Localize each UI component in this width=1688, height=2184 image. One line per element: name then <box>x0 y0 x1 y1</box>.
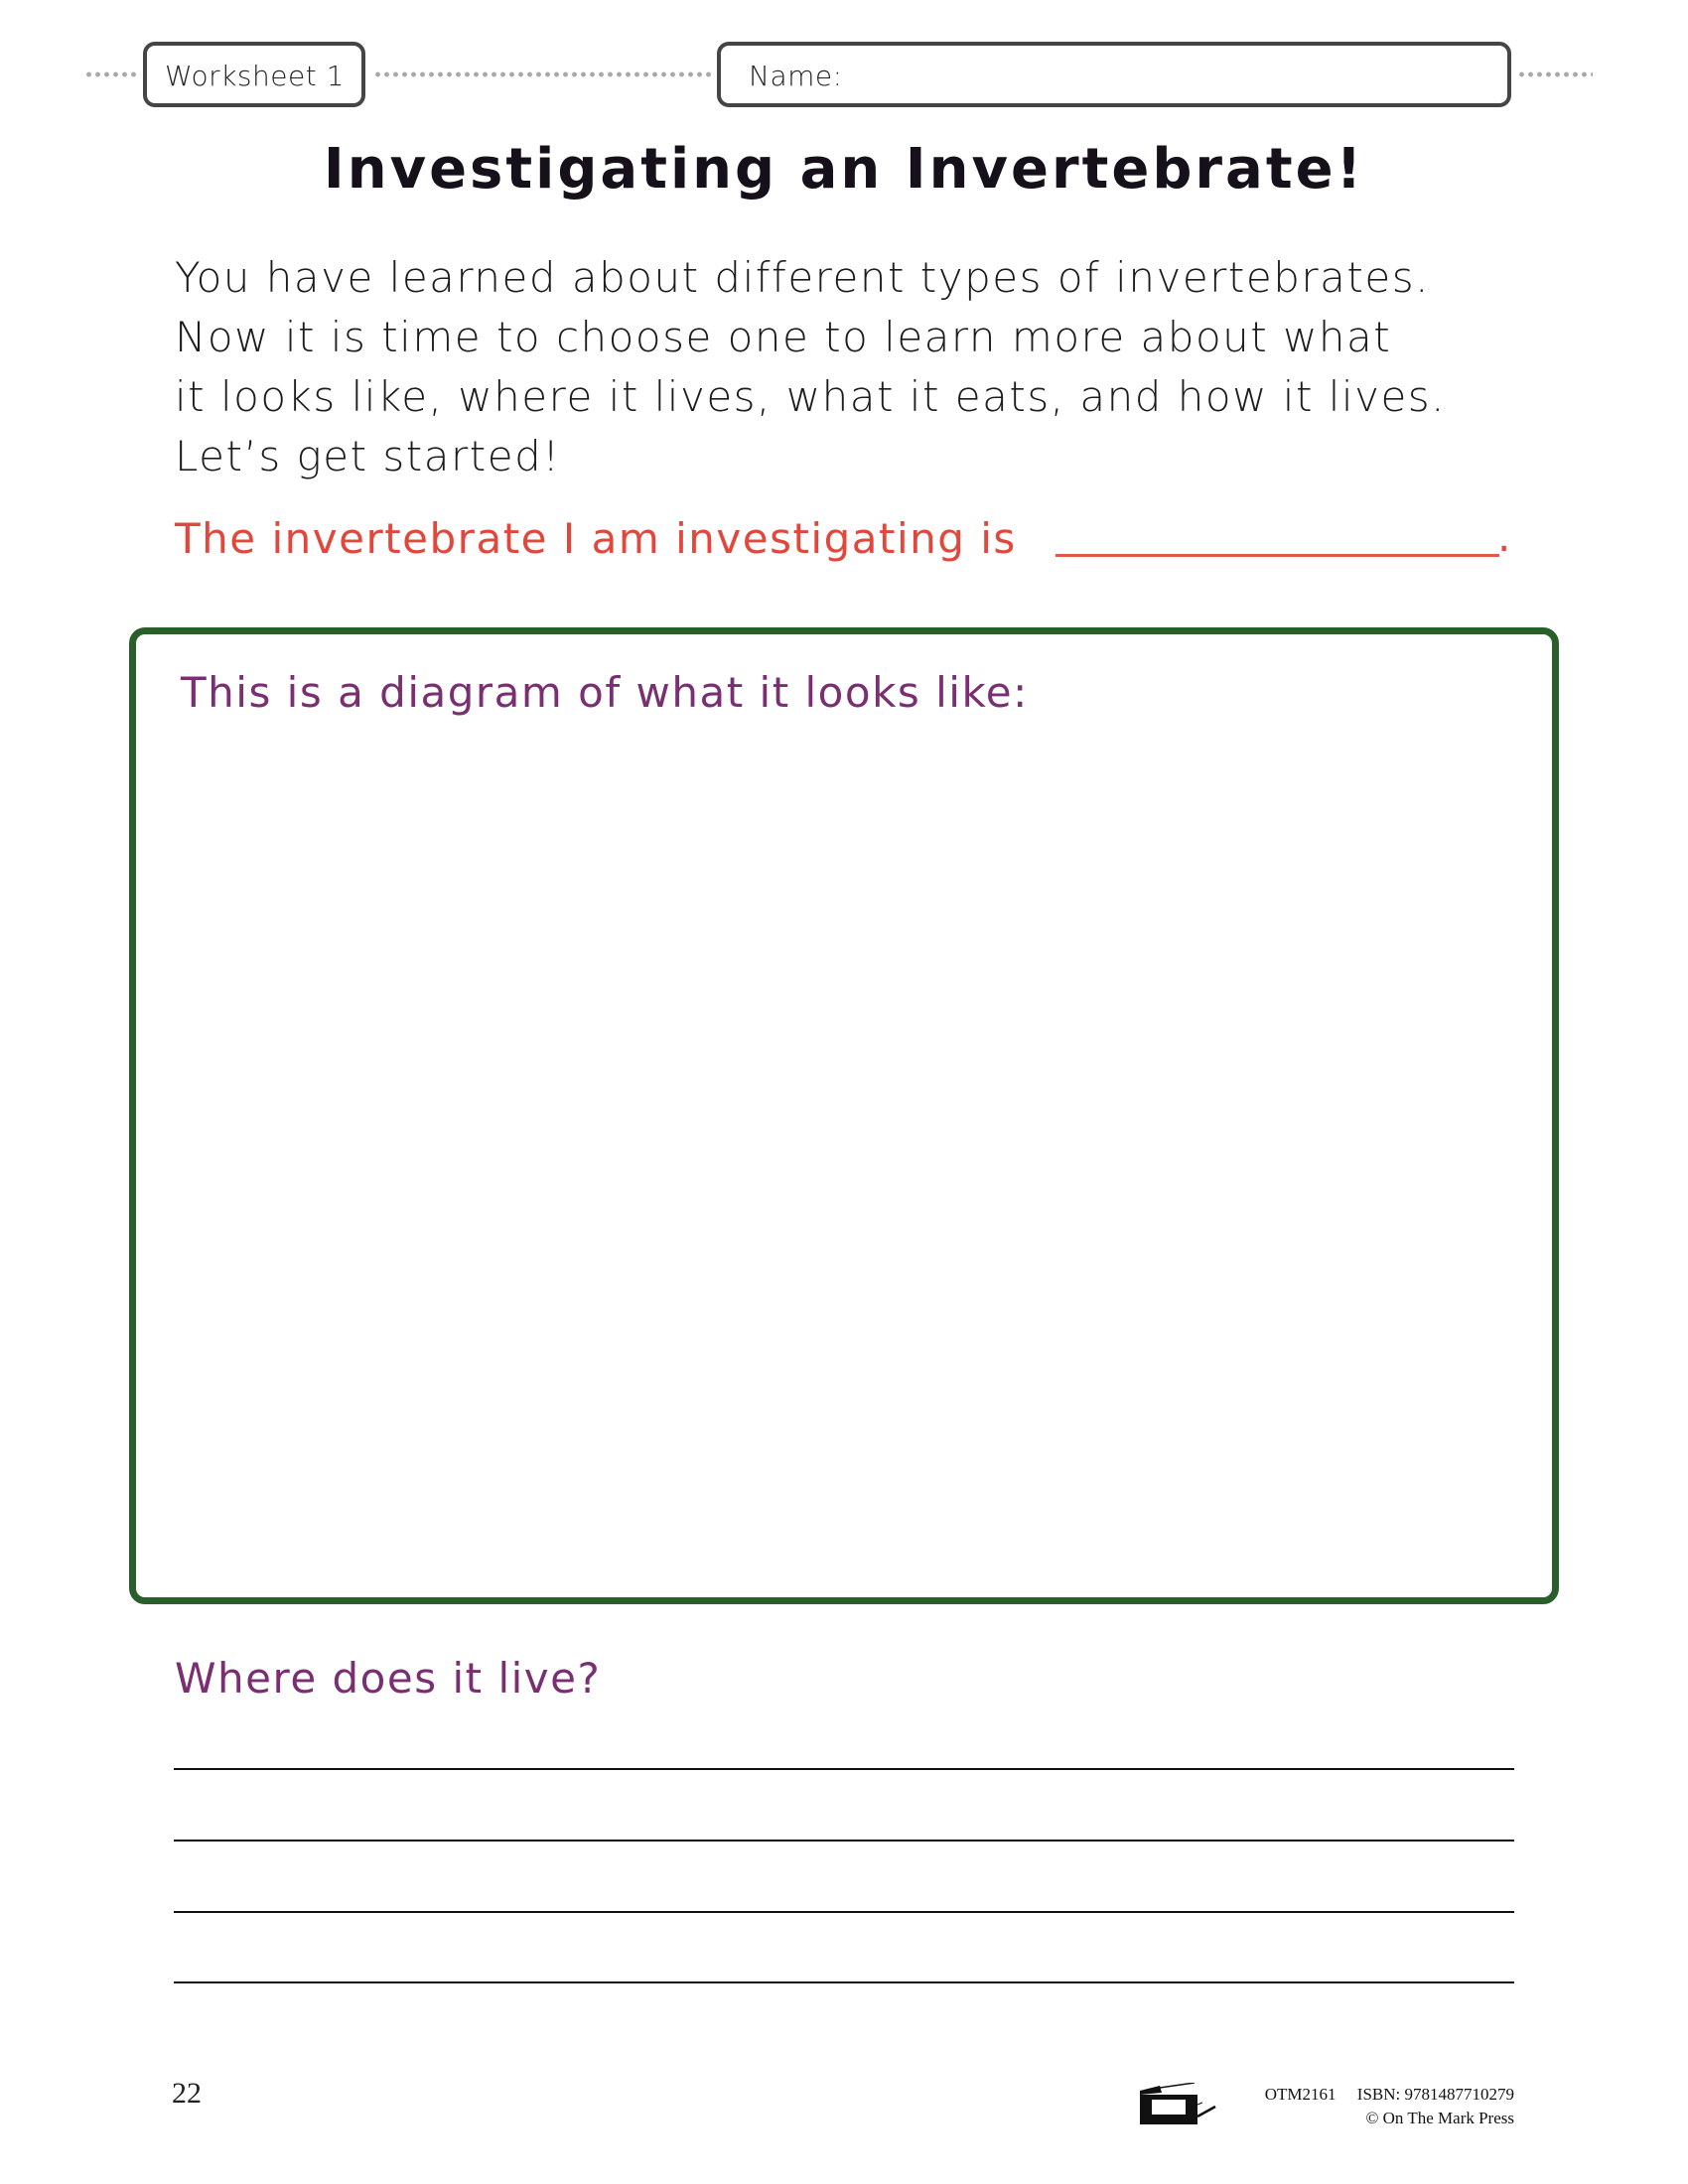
copyright: © On The Mark Press <box>1365 2109 1514 2127</box>
intro-line: Now it is time to choose one to learn more about what <box>175 313 1392 361</box>
invertebrate-prompt-label: The invertebrate I am investigating is <box>175 514 1017 563</box>
intro-line: it looks like, where it lives, what it eats, and how it lives. <box>175 372 1447 421</box>
isbn: ISBN: 9781487710279 <box>1356 2085 1514 2104</box>
invertebrate-answer-line[interactable] <box>1055 554 1499 557</box>
page-number: 22 <box>172 2077 202 2110</box>
intro-paragraph <box>175 248 1545 486</box>
answer-line-4[interactable] <box>174 1981 1514 1983</box>
photocopier-icon <box>1140 2083 1219 2124</box>
worksheet-label: Worksheet 1 <box>165 60 345 92</box>
answer-line-1[interactable] <box>174 1768 1514 1770</box>
diagram-label: This is a diagram of what it looks like: <box>181 668 1029 717</box>
intro-line: Let’s get started! <box>175 432 561 480</box>
dotted-divider-right <box>1517 71 1593 77</box>
name-field[interactable] <box>717 42 1511 107</box>
worksheet-label-box <box>143 42 365 107</box>
where-does-it-live-question: Where does it live? <box>175 1654 602 1703</box>
footer-publisher-info <box>1231 2083 1514 2130</box>
page-title: Investigating an Invertebrate! <box>323 137 1365 202</box>
product-code: OTM2161 <box>1264 2085 1336 2104</box>
name-label: Name: <box>749 60 843 92</box>
diagram-drawing-area[interactable] <box>129 627 1559 1604</box>
intro-line: You have learned about different types of invertebrates. <box>175 253 1430 302</box>
dotted-divider-left <box>84 71 140 77</box>
dotted-divider-middle <box>373 71 713 77</box>
answer-line-2[interactable] <box>174 1840 1514 1842</box>
answer-line-3[interactable] <box>174 1911 1514 1913</box>
prompt-period: . <box>1497 512 1511 561</box>
